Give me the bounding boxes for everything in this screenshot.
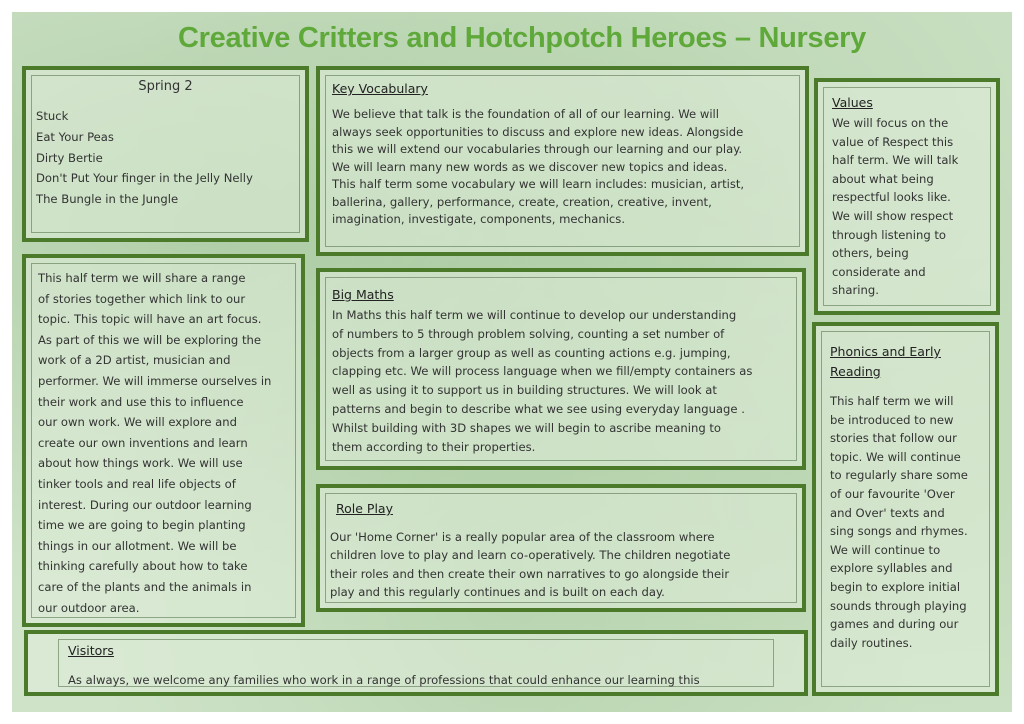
text-line: through listening to	[832, 227, 947, 242]
heading-line: Reading	[830, 364, 881, 379]
visitors-text: As always, we welcome any families who work in a range of professions that could enhance our learning this	[68, 673, 700, 687]
text-line: thinking carefully about how to take	[38, 559, 248, 574]
text-line: our own work. We will explore and	[38, 415, 237, 430]
text-line: This half term we will share a range	[38, 271, 246, 285]
text-line: topic. We will continue	[830, 449, 961, 464]
text-line: In Maths this half term we will continue to develop our understanding	[332, 308, 737, 322]
text-line: about how things work. We will use	[38, 456, 243, 471]
text-line: sing songs and rhymes.	[830, 524, 968, 539]
text-line: sounds through playing	[830, 598, 967, 613]
text-line: patterns and begin to describe what we see using everyday language .	[332, 401, 745, 416]
text-line: This half term we will	[830, 394, 954, 408]
page-title: Creative Critters and Hotchpotch Heroes – Nursery	[178, 22, 866, 54]
text-line: of our favourite 'Over	[830, 486, 955, 501]
values-text	[832, 114, 958, 300]
text-line: ballerina, gallery, performance, create, creation, creative, invent,	[332, 194, 712, 209]
text-line: explore syllables and	[830, 561, 953, 576]
role-play-box	[316, 484, 806, 612]
list-item: Stuck	[36, 109, 69, 123]
text-line: be introduced to new	[830, 412, 954, 427]
text-line: about what being	[832, 171, 934, 186]
list-item: Don't Put Your finger in the Jelly Nelly	[36, 171, 253, 186]
text-line: We will continue to	[830, 542, 941, 557]
role-play-heading: Role Play	[336, 501, 393, 516]
text-line: respectful looks like.	[832, 190, 951, 205]
book-list	[36, 106, 253, 210]
big-maths-text	[332, 306, 752, 456]
text-line: their roles and then create their own narratives to go alongside their	[330, 566, 730, 581]
text-line: begin to explore initial	[830, 579, 961, 594]
heading-line: Phonics and Early	[830, 344, 941, 359]
text-line: others, being	[832, 246, 909, 261]
text-line: tinker tools and real life objects of	[38, 476, 236, 491]
values-box	[814, 78, 1000, 315]
phonics-heading	[830, 342, 941, 382]
text-line: performer. We will immerse ourselves in	[38, 373, 272, 388]
text-line: their work and use this to influence	[38, 394, 244, 409]
text-line: work of a 2D artist, musician and	[38, 353, 231, 368]
key-vocabulary-text	[332, 106, 744, 229]
text-line: create our own inventions and learn	[38, 435, 248, 450]
text-line: We will learn many new words as we discover new topics and ideas.	[332, 159, 728, 174]
text-line: well as using it to support us in building structures. We will look at	[332, 383, 717, 398]
values-heading: Values	[832, 95, 873, 110]
text-line: interest. During our outdoor learning	[38, 497, 252, 512]
text-line: topic. This topic will have an art focus.	[38, 312, 262, 327]
text-line: We believe that talk is the foundation of all of our learning. We will	[332, 107, 719, 121]
key-vocabulary-heading: Key Vocabulary	[332, 81, 428, 96]
text-line: Our 'Home Corner' is a really popular area of the classroom where	[330, 530, 715, 544]
text-line: our outdoor area.	[38, 600, 140, 615]
text-line: imagination, investigate, components, mechanics.	[332, 212, 626, 226]
key-vocabulary-box	[316, 66, 809, 256]
text-line: them according to their properties.	[332, 439, 536, 454]
text-line: sharing.	[832, 283, 879, 298]
text-line: of numbers to 5 through problem solving, counting a set number of	[332, 326, 725, 341]
text-line: and Over' texts and	[830, 505, 945, 520]
list-item: Eat Your Peas	[36, 129, 114, 144]
visitors-heading: Visitors	[68, 643, 114, 658]
big-maths-box	[316, 268, 806, 470]
text-line: objects from a larger group as well as counting actions e.g. jumping,	[332, 345, 731, 360]
text-line: This half term some vocabulary we will learn includes: musician, artist,	[332, 177, 745, 191]
phonics-text	[830, 392, 968, 652]
text-line: considerate and	[832, 264, 926, 279]
list-item: The Bungle in the Jungle	[36, 192, 179, 207]
spring-term-box	[22, 66, 309, 242]
text-line: care of the plants and the animals in	[38, 579, 252, 594]
list-item: Dirty Bertie	[36, 150, 103, 165]
text-line: of stories together which link to our	[38, 291, 246, 306]
text-line: this we will extend our vocabularies through our learning and our play.	[332, 142, 743, 156]
text-line: games and during our	[830, 617, 959, 632]
text-line: things in our allotment. We will be	[38, 538, 237, 553]
text-line: As part of this we will be exploring the	[38, 332, 261, 347]
text-line: We will show respect	[832, 208, 954, 223]
text-line: always seek opportunities to discuss and explore new ideas. Alongside	[332, 124, 744, 139]
text-line: children love to play and learn co-operatively. The children negotiate	[330, 548, 731, 563]
topic-text	[38, 268, 271, 618]
text-line: We will focus on the	[832, 116, 949, 130]
text-line: half term. We will talk	[832, 153, 959, 168]
role-play-text	[330, 528, 730, 602]
text-line: Whilst building with 3D shapes we will begin to ascribe meaning to	[332, 420, 722, 435]
big-maths-heading: Big Maths	[332, 287, 394, 302]
topic-box	[22, 254, 305, 627]
text-line: value of Respect this	[832, 134, 954, 149]
text-line: play and this regularly continues and is built on each day.	[330, 585, 665, 600]
visitors-box	[24, 630, 808, 696]
text-line: time we are going to begin planting	[38, 518, 246, 533]
text-line: daily routines.	[830, 635, 913, 650]
phonics-box	[812, 322, 999, 696]
text-line: clapping etc. We will process language when we fill/empty containers as	[332, 364, 753, 379]
text-line: to regularly share some	[830, 468, 968, 483]
text-line: stories that follow our	[830, 431, 957, 446]
spring-heading: Spring 2	[138, 79, 193, 94]
